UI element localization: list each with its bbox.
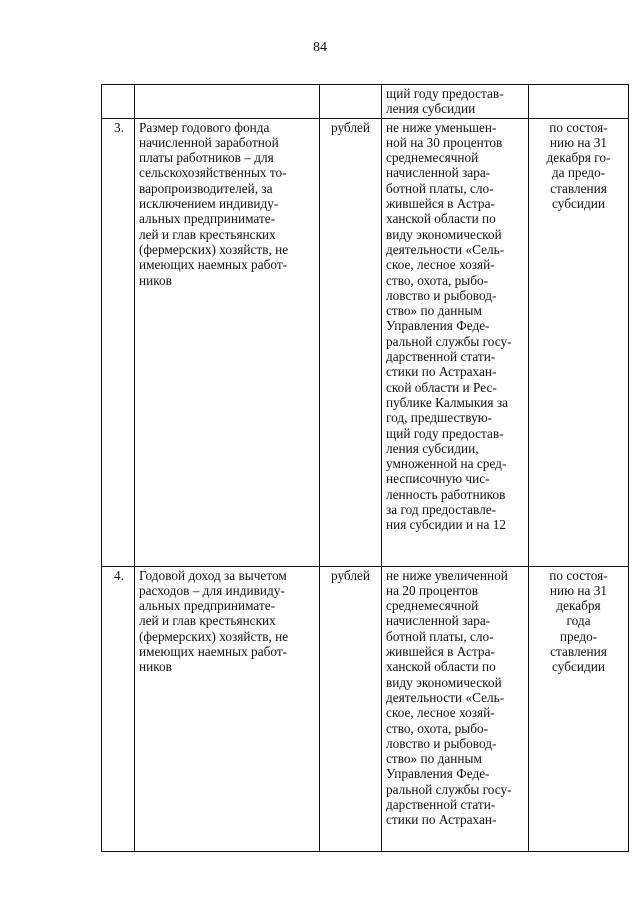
table-row-continuation (102, 85, 629, 119)
table-row (102, 566, 629, 851)
table-row (102, 118, 629, 566)
cell-term (529, 118, 629, 566)
cell-num (102, 85, 135, 119)
cell-name (135, 566, 320, 851)
cell-unit (320, 118, 382, 566)
cell-name (135, 118, 320, 566)
term-text: по состоя- нию на 31 декабря го- да предо- ставления субсидии (546, 119, 611, 212)
cell-term (529, 566, 629, 851)
cell-term (529, 85, 629, 119)
cell-value (382, 118, 529, 566)
row-number: 4. (102, 566, 135, 851)
requirements-table (101, 84, 629, 852)
page-number: 84 (313, 40, 327, 55)
indicator-value: не ниже уменьшен- ной на 30 процентов среднемесячной начисленной зара- ботной платы, сло- жившейся в Астра- ханской области по виду экономической деятельности «Сель- ское, лесное хозяй- ство, охота, рыбо- ловство и рыбовод- ство» по данным Управления Феде- ральной службы госу- дарственной стати- стики по Астрахан- ской области и Рес- публике Калмыкия за год, предшествую- щий году предостав- ления субсидии, умноженной на сред- несписочную чис- ленность работников за год предоставле- ния субсидии и на 12 (386, 119, 512, 533)
cell-value (382, 85, 529, 119)
cell-value-text: щий году предостав- ления субсидии (386, 86, 504, 117)
unit-text: рублей (330, 119, 371, 135)
term-text: по состоя- нию на 31 декабря года предо- ставления субсидии (549, 567, 608, 675)
row-number: 3. (102, 118, 135, 566)
indicator-value: не ниже увеличенной на 20 процентов среднемесячной начисленной зара- ботной платы, сло- жившейся в Астра- ханской области по виду экономической деятельности «Сель- ское, лесное хозяй- ство, охота, рыбо- ловство и рыбовод- ство» по данным Управления Феде- ральной службы госу- дарственной стати- стики по Астрахан- (386, 567, 512, 828)
indicator-name: Размер годового фонда начисленной заработной платы работников – для сельскохозяйственных то- варопроизводителей, за исключением индивиду- альных предпринимате- лей и глав крестьянских (фермерских) хозяйств, не имеющих наемных работ- ников (139, 119, 289, 288)
unit-text: рублей (330, 567, 371, 583)
cell-value (382, 566, 529, 851)
indicator-name: Годовой доход за вычетом расходов – для индивиду- альных предпринимате- лей и глав крестьянских (фермерских) хозяйств, не имеющих наемных работ- ников (139, 567, 289, 675)
cell-unit (320, 85, 382, 119)
cell-name (135, 85, 320, 119)
cell-unit (320, 566, 382, 851)
